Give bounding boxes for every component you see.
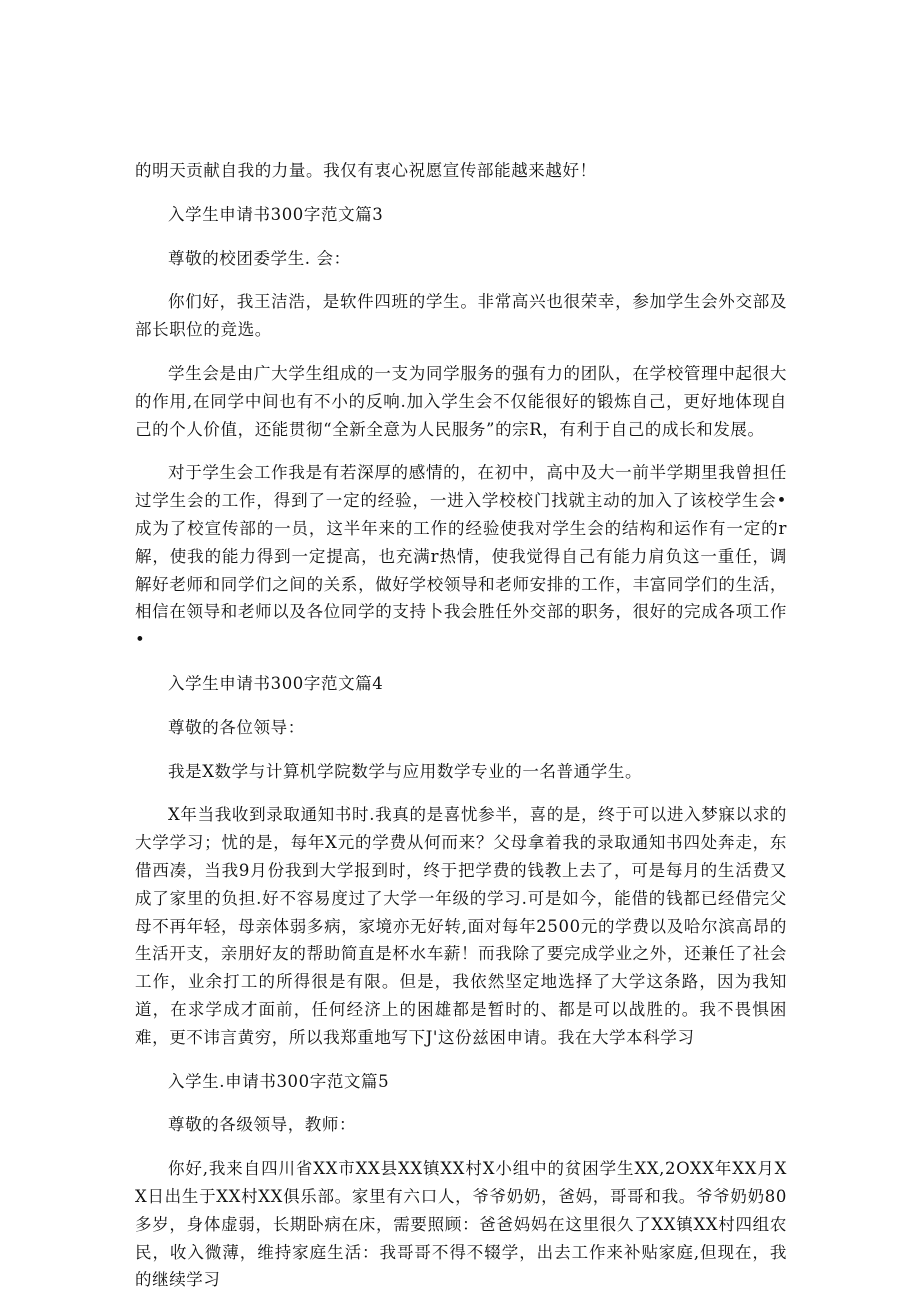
salutation: 尊敬的校团委学生. 会：	[168, 248, 351, 268]
paragraph: X年当我收到录取通知书时.我真的是喜忧参半，喜的是，终于可以进入梦寐以求的大学学习；忧的是，每年X元的学费从何而来？父母拿着我的录取通知书四处奔走，东借西凑，当我9月份我到大学报到时，终于把学费的钱教上去了，可是每月的生活费又成了家里的负担.好不容易度过了大学一年级的学习.可是如今，能借的钱都已经借完父母不再年轻，母亲体弱多病，家境亦无好转,面对每年2500元的学费以及哈尔滨高昂的生活开支，亲朋好友的帮助简直是杯水车薪！而我除了要完成学业之外，还兼任了社会工作，业余打工的所得很是有限。但是，我依然坚定地选择了大学这条路，因为我知道，在求学成才面前，任何经济上的困雄都是暂时的、都是可以战胜的。我不畏惧困难，更不讳言黄穷，所以我郑重地写下J'这份兹困申请。我在大学本科学习	[135, 805, 787, 1047]
paragraph-continuation: 的明天贡献自我的力量。我仅有衷心祝愿宣传部能越来越好！	[135, 161, 597, 180]
salutation: 尊敬的各位领导：	[168, 717, 305, 737]
paragraph: 对于学生会工作我是有若深厚的感情的，在初中，高中及大一前半学期里我曾担任过学生会的工作，得到了一定的经验，一进入学校校门找就主动的加入了该校学生会•成为了校宣传部的一员，这半年来的工作的经验使我对学生会的结构和运作有一定的r解，使我的能力得到一定提高，也充满r热情，使我觉得自己有能力肩负这一重任，调解好老师和同学们之间的关系，做好学校领导和老师安排的工作，丰富同学们的生活，相信在领导和老师以及各位同学的支持卜我会胜任外交部的职务，很好的完成各项工作•	[135, 463, 787, 650]
section-heading: 入学生.申请书300字范文篇5	[168, 1071, 390, 1091]
document-body	[135, 157, 787, 1310]
salutation: 尊敬的各级领导，教师：	[168, 1115, 357, 1135]
paragraph: 你好,我来自四川省XX市XX县XX镇XX村X小组中的贫困学生XX,2OXX年XX月XX日出生于XX村XX俱乐部。家里有六口人，爷爷奶奶，爸妈，哥哥和我。爷爷奶奶80多岁，身体虚弱，长期卧病在床，需要照顾：爸爸妈妈在这里很久了XX镇XX村四组农民，收入微薄，维持家庭生活：我哥哥不得不辍学，出去工作来补贴家庭,但现在，我的继续学习	[135, 1159, 787, 1290]
paragraph: 你们好，我王洁浩，是软件四班的学生。非常高兴也很荣幸，参加学生会外交部及部长职位的竞选。	[135, 292, 787, 340]
section-heading: 入学生申请书300字范文篇4	[168, 673, 384, 693]
section-heading: 入学生申请书300字范文篇3	[168, 204, 384, 224]
paragraph: 我是X数学与计算机学院数学与应用数学专业的一名普通学生。	[168, 761, 643, 781]
paragraph: 学生会是由广大学生组成的一支为同学服务的强有力的团队，在学校管理中起很大的作用,在同学中间也有不小的反响.加入学生会不仅能很好的锻炼自己，更好地体现自己的个人价值，还能贯彻“全新全意为人民服务”的宗R，有利于自己的成长和发展。	[135, 363, 787, 439]
